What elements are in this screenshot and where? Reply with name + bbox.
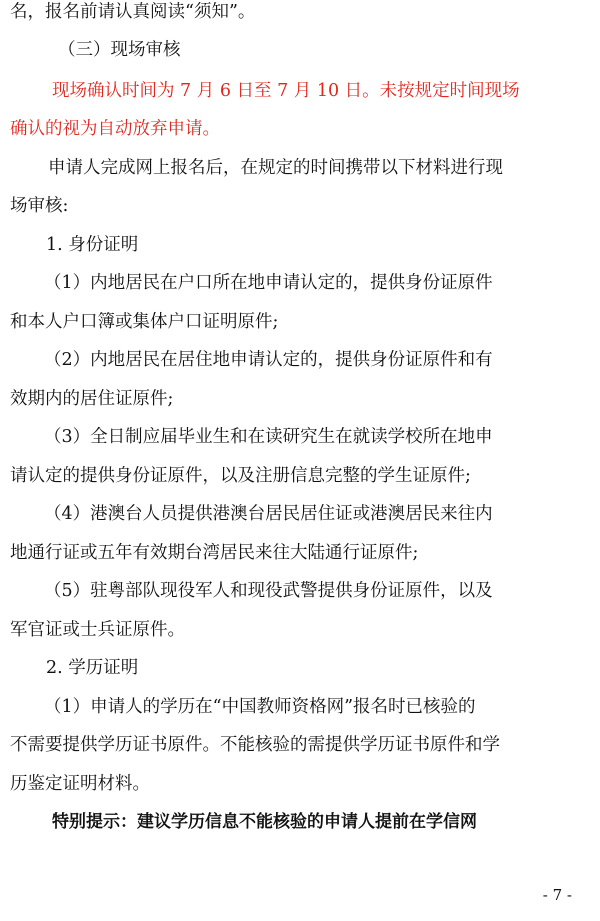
text-line-1: 名，报名前请认真阅读“须知”。 — [10, 2, 256, 22]
section-heading: （三）现场审核 — [58, 40, 181, 60]
red-notice-line-2: 确认的视为自动放弃申请。 — [10, 119, 220, 139]
text-line-16: （5）驻粤部队现役军人和现役武警提供身份证原件，以及 — [44, 581, 493, 601]
text-line-20: 不需要提供学历证书原件。不能核验的需提供学历证书原件和学 — [10, 735, 500, 755]
red-notice-line-1: 现场确认时间为 7 月 6 日至 7 月 10 日。未按规定时间现场 — [52, 81, 520, 101]
text-line-10: （2）内地居民在居住地申请认定的，提供身份证原件和有 — [44, 350, 493, 370]
text-line-14: （4）港澳台人员提供港澳台居民居住证或港澳居民来往内 — [44, 504, 493, 524]
text-line-12: （3）全日制应届毕业生和在读研究生在就读学校所在地申 — [44, 427, 493, 447]
subheading-education: 2. 学历证明 — [46, 658, 139, 678]
special-note: 特别提示：建议学历信息不能核验的申请人提前在学信网 — [52, 812, 477, 832]
text-line-5: 申请人完成网上报名后，在规定的时间携带以下材料进行现 — [48, 158, 503, 178]
text-line-15: 地通行证或五年有效期台湾居民来往大陆通行证原件; — [10, 543, 419, 563]
subheading-identity: 1. 身份证明 — [46, 235, 139, 255]
text-line-6: 场审核: — [10, 196, 69, 216]
text-line-13: 请认定的提供身份证原件，以及注册信息完整的学生证原件; — [10, 466, 471, 486]
page-number: - 7 - — [542, 886, 572, 904]
text-line-9: 和本人户口簿或集体户口证明原件; — [10, 312, 279, 332]
text-line-19: （1）申请人的学历在“中国教师资格网”报名时已核验的 — [44, 697, 476, 717]
text-line-17: 军官证或士兵证原件。 — [10, 620, 185, 640]
text-line-8: （1）内地居民在户口所在地申请认定的，提供身份证原件 — [44, 273, 493, 293]
text-line-21: 历鉴定证明材料。 — [10, 774, 150, 794]
text-line-11: 效期内的居住证原件; — [10, 389, 174, 409]
